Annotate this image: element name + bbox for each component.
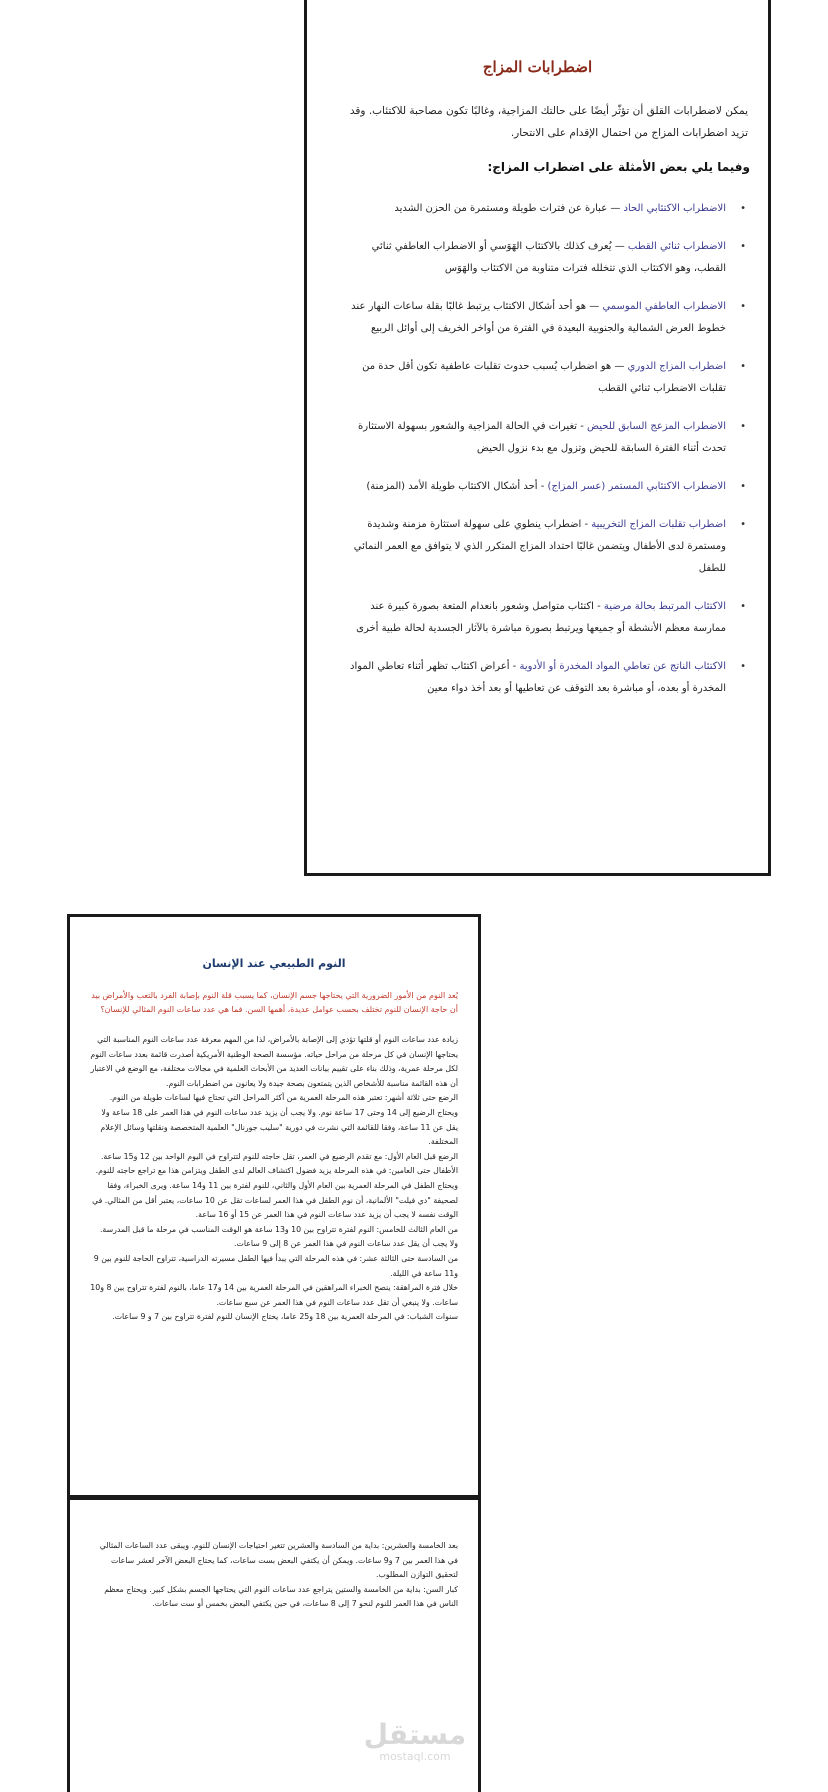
list-item-desc: — هو اضطراب يُسبب حدوث تقلبات عاطفية تكون أقل حدة من تقلبات الاضطراب ثنائي القطب — [362, 361, 726, 394]
list-item — [343, 356, 750, 400]
paragraph: من السادسة حتى الثالثة عشر: في هذه المرحلة التي يبدأ فيها الطفل مسيرته الدراسية، تتراوح الحاجة للنوم بين 9 و11 ساعة في الليلة. — [93, 1253, 458, 1278]
list-item — [343, 198, 750, 220]
page-title: اضطرابات المزاج — [482, 58, 593, 76]
list-item-desc: — يُعرف كذلك بالاكتئاب الهَوَسي أو الاضطراب العاطفي ثنائي القطب، وهو الاكتئاب الذي تتخلله فترات متناوبة من الاكتئاب والهَوَس — [371, 241, 726, 274]
list-item-term: اضطراب تقلبات المزاج التخريبية — [591, 519, 726, 530]
paragraph: من العام الثالث للخامس: النوم لفترة تتراوح بين 10 و13 ساعة هو الوقت المناسب في مرحلة ما قبل المدرسة. ولا يجب أن يقل عدد ساعات النوم في هذا العمر عن 8 إلى 9 ساعات. — [99, 1224, 458, 1249]
list-item-term: اضطراب المزاج الدوري — [627, 361, 726, 372]
document-page-normal-sleep — [67, 914, 481, 1792]
list-item-desc: - تغيرات في الحالة المزاجية والشعور بسهولة الاستثارة تحدث أثناء الفترة السابقة للحيض وتزول مع بدء نزول الحيض — [358, 421, 726, 454]
body-text-continued — [90, 1539, 458, 1612]
list-item — [343, 416, 750, 460]
intro-paragraph: يمكن لاضطرابات القلق أن تؤثّر أيضًا على حالتك المزاجية، وغالبًا تكون مصاحبة للاكتئاب. وقد تزيد اضطرابات المزاج من احتمال الإقدام على الانتحار. — [349, 105, 748, 139]
mostaql-watermark-logo — [362, 1718, 468, 1763]
list-item-term: الاضطراب ثنائي القطب — [627, 241, 726, 252]
list-item-term: الاكتئاب المرتبط بحالة مرضية — [603, 601, 726, 612]
list-item — [343, 596, 750, 640]
paragraph: سنوات الشباب: في المرحلة العمرية بين 18 و25 عاما، يحتاج الإنسان للنوم لفترة تتراوح بين 7 و 9 ساعات. — [112, 1312, 458, 1322]
list-item — [343, 476, 750, 498]
paragraph: كبار السن: بداية من الخامسة والستين يتراجع عدد ساعات النوم التي يحتاجها الجسم بشكل كبير. ويحتاج معظم الناس في هذا العمر للنوم لنحو 7 إلى 8 ساعات، في حين يكتفي البعض بخمس أو ست ساعات. — [104, 1584, 458, 1609]
list-item-desc: - أعراض اكتئاب تظهر أثناء تعاطي المواد المخدرة أو بعده، أو مباشرة بعد التوقف عن تعاطيها أو بعد أخذ دواء معين — [350, 661, 726, 694]
list-item-term: الاضطراب الاكتئابي الحاد — [623, 203, 726, 214]
page-title: النوم الطبيعي عند الإنسان — [202, 957, 346, 970]
list-item-term: الاضطراب المزعج السابق للحيض — [587, 421, 726, 432]
section-subtitle: وفيما يلي بعض الأمثلة على اضطراب المزاج: — [487, 160, 750, 174]
paragraph: الرضع قبل العام الأول: مع تقدم الرضيع في العمر، تقل حاجته للنوم لتتراوح في اليوم الواحد بين 12 و15 ساعة. — [100, 1151, 458, 1161]
list-item-desc: - أحد أشكال الاكتئاب طويلة الأمد (المزمنة) — [366, 481, 548, 492]
list-item-term: الاضطراب الاكتئابي المستمر (عسر المزاج) — [547, 481, 726, 492]
list-item — [343, 296, 750, 340]
paragraph: خلال فترة المراهقة: ينصح الخبراء المراهقين في المرحلة العمرية بين 14 و17 عاما، بالنوم لفترة تتراوح بين 8 و10 ساعات. ولا ينبغي أن تقل عدد ساعات النوم في هذا العمر عن سبع ساعات. — [90, 1283, 458, 1307]
mood-disorder-list — [343, 198, 750, 716]
intro-highlight-paragraph: يُعد النوم من الأمور الضرورية التي يحتاجها جسم الإنسان، كما يسبب قلة النوم بإصابة الفرد بالتعب والأمراض بيد أن حاجة الإنسان للنوم تختلف بحسب عوامل عديدة، أهمها السن. فما هي عدد ساعات النوم المثالي للإنسان؟ — [91, 991, 458, 1014]
paragraph: الأطفال حتى العامين: في هذه المرحلة يزيد فضول اكتشاف العالم لدى الطفل ويتزامن هذا مع تراجع حاجته للنوم. ويحتاج الطفل في المرحلة العمرية بين العام الأول والثاني، للنوم لفترة بين 11 و14 ساعة. ويرى الخبراء، وفقا لصحيفة "دي فيلت" الألمانية، أن نوم الطفل في هذا العمر لساعات تقل عن 10 ساعات، يعتبر أقل من المثالي. في الوقت نفسه لا يجب أن يزيد عدد ساعات النوم في هذا العمر عن 15 أو 16 ساعة. — [92, 1166, 458, 1220]
list-item-desc: - اكتئاب متواصل وشعور بانعدام المتعة بصورة كبيرة عند ممارسة معظم الأنشطة أو جميعها ويرتبط بصورة مباشرة بالآثار الجسدية لحالة طبية أخرى — [356, 601, 726, 634]
list-item — [343, 236, 750, 280]
document-page-mood-disorders — [304, 0, 771, 876]
list-item-desc: - اضطراب ينطوي على سهولة استثارة مزمنة وشديدة ومستمرة لدى الأطفال ويتضمن غالبًا احتداد المزاج المتكرر الذي لا يتوافق مع العمر النمائي للطفل — [353, 519, 726, 574]
list-item — [343, 656, 750, 700]
list-item — [343, 514, 750, 580]
list-item-term: الاكتئاب الناتج عن تعاطي المواد المخدرة أو الأدوية — [519, 661, 726, 672]
paragraph: زيادة عدد ساعات النوم أو قلتها تؤدي إلى الإصابة بالأمراض، لذا من المهم معرفة عدد ساعات النوم المناسبة التي يحتاجها الإنسان في كل مرحلة من مراحل حياته. مؤسسة الصحة الوطنية الأمريكية أصدرت قائمة بعدد ساعات النوم لكل مرحلة عمرية، وذلك بناء على تقييم بيانات العديد من الأبحاث العلمية في مجالات مختلفة، مع الوضع في الاعتبار أن هذه القائمة مناسبة للأشخاص الذين يتمتعون بصحة جيدة ولا يعانون من اضطرابات النوم. — [90, 1035, 458, 1088]
watermark-latin-text: mostaql.com — [379, 1750, 451, 1763]
paragraph: بعد الخامسة والعشرين: بداية من السادسة والعشرين تتغير احتياجات الإنسان للنوم. ويبقى عدد الساعات المثالي في هذا العمر بين 7 و9 ساعات. ويمكن أن يكتفي البعض بست ساعات، كما يحتاج البعض الآخر لعشر ساعات لتحقيق التوازن المطلوب. — [99, 1541, 458, 1580]
watermark-arabic-text: مستقل — [363, 1718, 467, 1751]
paragraph: الرضع حتى ثلاثة أشهر: تعتبر هذه المرحلة العمرية من أكثر المراحل التي تحتاج فيها لساعات طويلة من النوم. ويحتاج الرضيع إلى 14 وحتى 17 ساعة نوم. ولا يجب أن يزيد عدد ساعات النوم في هذا العمر على 18 ساعة ولا يقل عن 11 ساعة، وفقا للقائمة التي نشرت في دورية "سليب جورنال" العلمية المتخصصة ونقلتها وسائل الإعلام المختلفة. — [100, 1093, 458, 1147]
body-text — [90, 1033, 458, 1325]
list-item-desc: — عبارة عن فترات طويلة ومستمرة من الحزن الشديد — [394, 203, 624, 214]
page-divider — [67, 1495, 481, 1500]
list-item-desc: — هو أحد أشكال الاكتئاب يرتبط غالبًا بقلة ساعات النهار عند خطوط العرض الشمالية والجنوبية البعيدة في الفترة من أواخر الخريف إلى أوائل الربيع — [351, 301, 726, 334]
list-item-term: الاضطراب العاطفي الموسمي — [602, 301, 726, 312]
